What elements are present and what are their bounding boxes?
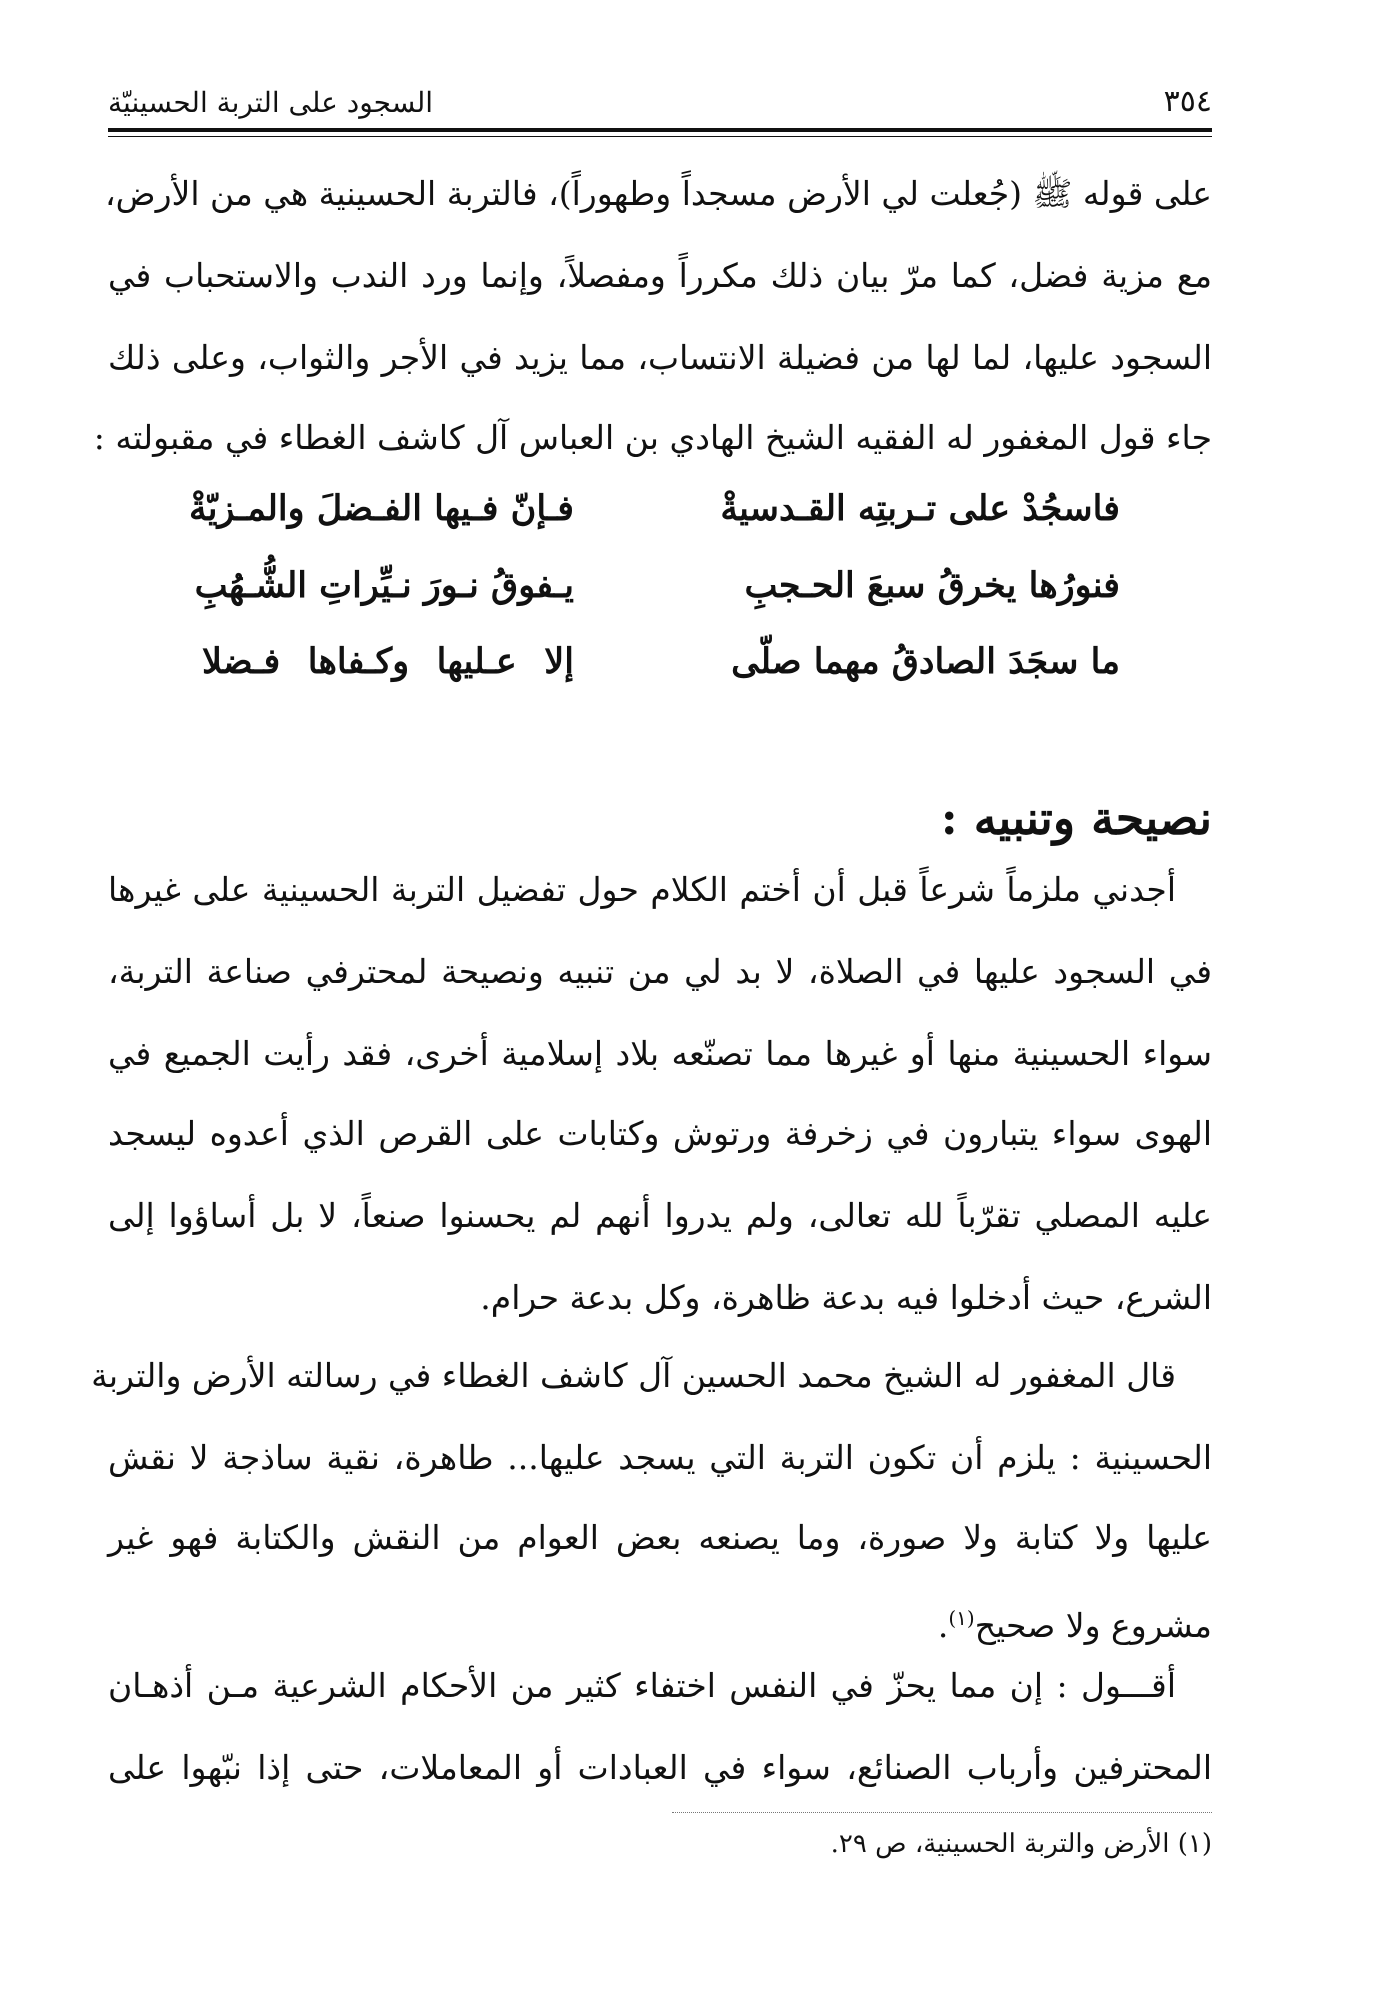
paragraph-line: الشرع، حيث أدخلوا فيه بدعة ظاهرة، وكل بدعة حرام. xyxy=(480,1278,1212,1317)
paragraph-line-with-footnote xyxy=(108,1596,1212,1648)
paragraph-line: المحترفين وأرباب الصنائع، سواء في العبادات أو المعاملات، حتى إذا نبّهوا على xyxy=(108,1748,1212,1787)
paragraph-line: جاء قول المغفور له الفقيه الشيخ الهادي بن العباس آل كاشف الغطاء في مقبولته : xyxy=(93,418,1212,457)
footnote: (١) الأرض والتربة الحسينية، ص ٢٩. xyxy=(830,1829,1212,1859)
poem-hemistich-left: إلا عـليها وكـفاها فـضلا xyxy=(202,641,574,682)
section-heading: نصيحة وتنبيه : xyxy=(940,791,1212,845)
paragraph-line: الحسينية : يلزم أن تكون التربة التي يسجد عليها... طاهرة، نقية ساذجة لا نقش xyxy=(108,1438,1212,1477)
running-header xyxy=(108,82,1212,126)
poem-hemistich-left: فـإنّ فـيها الفـضلَ والمـزيّةْ xyxy=(188,488,574,529)
paragraph-line: سواء الحسينية منها أو غيرها مما تصنّعه بلاد إسلامية أخرى، فقد رأيت الجميع في xyxy=(108,1034,1212,1073)
header-rule-thin xyxy=(108,136,1212,137)
paragraph-line: أجدني ملزماً شرعاً قبل أن أختم الكلام حول تفضيل التربة الحسينية على غيرها xyxy=(108,870,1176,909)
paragraph-line: أقـــول : إن مما يحزّ في النفس اختفاء كثير من الأحكام الشرعية مـن أذهـان xyxy=(108,1666,1176,1705)
footnote-reference[interactable]: (١) xyxy=(948,1606,975,1630)
running-header-title: السجود على التربة الحسينيّة xyxy=(108,86,434,119)
sentence-end: . xyxy=(937,1606,949,1645)
paragraph-line: عليها ولا كتابة ولا صورة، وما يصنعه بعض العوام من النقش والكتابة فهو غير xyxy=(108,1518,1212,1557)
paragraph-line: على قوله ﷺ (جُعلت لي الأرض مسجداً وطهوراً)، فالتربة الحسينية هي من الأرض، xyxy=(105,174,1212,213)
poem-hemistich-left: يـفوقُ نـورَ نـيِّراتِ الشُّـهُبِ xyxy=(194,565,574,606)
poem-hemistich-right: ما سجَدَ الصادقُ مهما صلّى xyxy=(731,641,1120,682)
header-rule-thick xyxy=(108,128,1212,132)
paragraph-line: الهوى سواء يتبارون في زخرفة ورتوش وكتابات على القرص الذي أعدوه ليسجد xyxy=(108,1114,1212,1153)
page-number: ٣٥٤ xyxy=(1163,84,1212,119)
paragraph-line-text: مشروع ولا صحيح xyxy=(974,1606,1212,1645)
paragraph-line: السجود عليها، لما لها من فضيلة الانتساب، مما يزيد في الأجر والثواب، وعلى ذلك xyxy=(108,338,1212,377)
paragraph-line: في السجود عليها في الصلاة، لا بد لي من تنبيه ونصيحة لمحترفي صناعة التربة، xyxy=(108,952,1212,991)
poem-hemistich-right: فنورُها يخرقُ سبعَ الحـجبِ xyxy=(744,565,1120,606)
footnote-separator xyxy=(672,1812,1212,1813)
paragraph-line: قال المغفور له الشيخ محمد الحسين آل كاشف الغطاء في رسالته الأرض والتربة xyxy=(91,1356,1176,1395)
poem-hemistich-right: فاسجُدْ على تـربتِه القـدسيةْ xyxy=(720,488,1120,529)
paragraph-line: مع مزية فضل، كما مرّ بيان ذلك مكرراً ومفصلاً، وإنما ورد الندب والاستحباب في xyxy=(108,256,1212,295)
paragraph-line: عليه المصلي تقرّباً لله تعالى، ولم يدروا أنهم لم يحسنوا صنعاً، لا بل أساؤوا إلى xyxy=(108,1196,1212,1235)
